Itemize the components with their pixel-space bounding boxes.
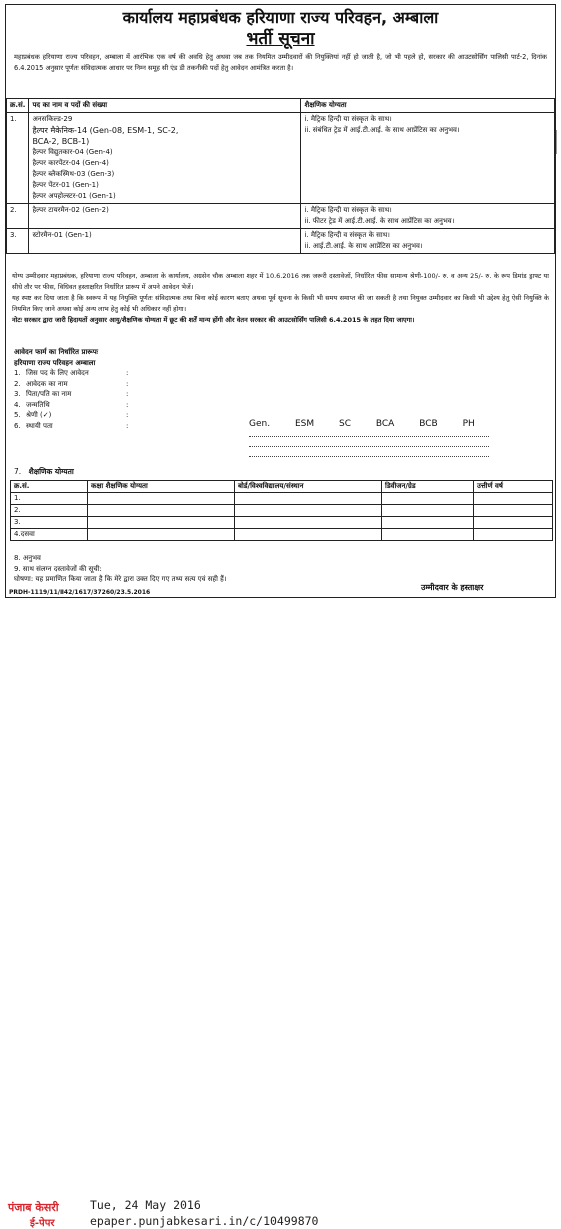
post-line: स्टोरमैन-01 (Gen-1) [32, 231, 92, 239]
page-edge [556, 130, 561, 154]
field-colon: : [126, 369, 129, 377]
post-line: हैल्पर पेंटर-01 (Gen-1) [32, 181, 99, 189]
row-posts [29, 113, 301, 204]
row-posts [29, 204, 301, 229]
epaper-footer [0, 598, 561, 1229]
epaper-link[interactable]: epaper.punjabkesari.in/c/10499870 [90, 1214, 319, 1228]
row-posts [29, 229, 301, 254]
submission-paragraph: योग्य उम्मीदवार महाप्रबंधक, हरियाणा राज्य परिवहन, अम्बाला के कार्यालय, अग्रसेन चौक अम्बाला शहर में 10.6.2016 तक जरूरी दस्तावेजों, निर्धारित फीस सामान्य श्रेणी-100/- रु. व अन्य 25/- रु. के रूप डिमांड ड्राफ्ट या सीधे तौर पर फीस, विधिवत हस्ताक्षरित निर्धारित प्रारूप में अपने आवेदन भेजें। [12, 272, 549, 291]
brand-logo[interactable]: पंजाब केसरी [8, 1201, 59, 1214]
instructions [6, 271, 555, 326]
edu-header-class: कक्षा शैक्षणिक योग्यता [88, 481, 235, 493]
form-field [14, 410, 128, 421]
header-qualification: शैक्षणिक योग्यता [301, 99, 555, 113]
education-number: 7. [14, 467, 22, 476]
field-colon: : [126, 421, 129, 430]
form-field [14, 379, 128, 390]
education-table [10, 480, 553, 541]
address-line [249, 446, 489, 447]
edu-row-sno: 3. [11, 517, 88, 529]
header-post: पद का नाम व पदों की संख्या [29, 99, 301, 113]
field-label: स्थायी पता [26, 421, 53, 430]
field-number: 1. [14, 369, 21, 377]
category-bcb: BCB [419, 419, 438, 429]
post-line: हैल्पर मैकेनिक-14 (Gen-08, ESM-1, SC-2, [32, 126, 179, 135]
note-paragraph: नोटः सरकार द्वारा जारी हिदायतों अनुसार आयु/शैक्षणिक योग्यता में छूट की शर्तें मान्य होंगी और वेतन सरकार की आउटसोर्सिंग पालिसी 6.4.2015 के तहत दिया जाएगा। [12, 316, 415, 324]
post-line: अनसकिल्ड-29 [32, 115, 73, 123]
qualification-line: ii. संबंधित ट्रेड में आई.टी.आई. के साथ आप्रेंटिस का अनुभव। [304, 126, 460, 134]
reference-number: PRDH-1119/11/Ⅱ42/1617/37260/23.5.2016 [9, 589, 151, 596]
field-number: 4. [14, 400, 21, 409]
category-gen: Gen. [249, 419, 271, 429]
row-sno: 3. [7, 229, 29, 254]
form-heading: आवेदन फार्म का निर्धारित प्रारूपः [14, 348, 99, 356]
row-sno: 1. [7, 113, 29, 204]
field-number: 3. [14, 390, 21, 398]
field-label: जन्मतिथि [26, 400, 50, 409]
address-line [249, 436, 489, 437]
form-tail [14, 553, 227, 585]
field-label: जिस पद के लिए आवेदन [26, 369, 89, 377]
form-field [14, 400, 128, 411]
field-label: श्रेणी (✓) [26, 411, 52, 419]
edu-header-year: उत्तीर्ण वर्ष [474, 481, 553, 493]
edu-row-sno: 4.दसवा [11, 529, 88, 541]
publish-date: Tue, 24 May 2016 [90, 1198, 201, 1212]
office-title: कार्यालय महाप्रबंधक हरियाणा राज्य परिवहन, अम्बाला [122, 8, 439, 27]
table-row [7, 113, 555, 204]
qualification-line: i. मैट्रिक हिन्दी या संस्कृत के साथ। [304, 115, 392, 123]
brand-logo-subtitle: ई-पेपर [30, 1218, 55, 1229]
declaration-line: घोषणा: यह प्रमाणित किया जाता है कि मेरे द्वारा उक्त दिए गए तथ्य सत्य एवं सही हैं। [14, 575, 227, 583]
form-field [14, 421, 128, 432]
row-qualification [301, 229, 555, 254]
table-row [11, 505, 553, 517]
row-qualification [301, 113, 555, 204]
address-line [249, 456, 489, 457]
qualification-line: ii. फीटर ट्रेड में आई.टी.आई. के साथ आप्रेंटिस का अनुभव। [304, 217, 455, 225]
category-sc: SC [339, 419, 351, 429]
edu-header-board: बोर्ड/विश्वविद्यालय/संस्थान [235, 481, 382, 493]
edu-header-sno: क्र.सं. [11, 481, 88, 493]
recruitment-notice [5, 4, 556, 598]
field-label: आवेदक का नाम [26, 379, 68, 388]
education-heading [14, 467, 74, 477]
field-colon: : [126, 411, 129, 419]
category-bca: BCA [375, 419, 395, 429]
table-row [7, 204, 555, 229]
field-label: पिता/पति का नाम [26, 390, 72, 398]
field-colon: : [126, 379, 129, 388]
post-line: हैल्पर विद्युतकार-04 (Gen-4) [32, 148, 113, 156]
edu-row-sno: 2. [11, 505, 88, 517]
education-header [11, 481, 553, 493]
edu-row-sno: 1. [11, 493, 88, 505]
intro-paragraph: महाप्रबंधक हरियाणा राज्य परिवहन, अम्बाला में आरंभिक एक वर्ष की अवधि हेतु अथवा जब तक नियमित उम्मीदवारों की नियुक्तियां नहीं हो जाती है, जो भी पहले हो, सरकार की आउटसोर्सिंग पालिसी पार्ट-2, दिनांक 6.4.2015 अनुसार पूर्णतः संविदात्मक आधार पर निम्न समूह सी एंड डी तकनीकी पदों हेतु आवेदन आमंत्रित करता है। [14, 53, 547, 72]
posts-table-header [7, 99, 555, 113]
form-addressee: हरियाणा राज्य परिवहन अम्बाला [14, 358, 96, 367]
field-colon: : [126, 390, 129, 398]
category-esm: ESM [294, 419, 315, 429]
form-field [14, 368, 128, 379]
table-row [11, 529, 553, 541]
experience-line: 8. अनुभव [14, 554, 41, 562]
notice-heading: भर्ती सूचना [246, 29, 315, 49]
terms-paragraph: यह स्पष्ट कर दिया जाता है कि स्वरूप में यह नियुक्ति पूर्णतः संविदात्मक तथा बिना कोई कारण बताए अथवा पूर्व सूचना के किसी भी समय समाप्त की जा सकती है तथा नियुक्त उम्मीदवार का किसी भी उद्देश्य हेतु ऐसी नियुक्ति के नियमित किए जाने अथवा कोई अन्य लाभ हेतु कोई भी अधिकार नहीं होगा। [12, 294, 549, 313]
post-line: हैल्पर अपहोल्स्टर-01 (Gen-1) [32, 192, 116, 200]
form-field [14, 389, 128, 400]
category-options [249, 419, 497, 429]
post-line: BCA-2, BCB-1) [32, 137, 90, 146]
application-form [14, 347, 128, 431]
category-ph: PH [462, 419, 475, 429]
table-row [11, 517, 553, 529]
header-sno: क्र.सं. [7, 99, 29, 113]
table-row [11, 493, 553, 505]
post-line: हैल्पर ब्लैकस्मिथ-03 (Gen-3) [32, 170, 115, 178]
row-qualification [301, 204, 555, 229]
qualification-line: i. मैट्रिक हिन्दी व संस्कृत के साथ। [304, 231, 390, 239]
row-sno: 2. [7, 204, 29, 229]
field-colon: : [126, 400, 129, 409]
field-number: 2. [14, 379, 21, 388]
post-line: हैल्पर कारपेंटर-04 (Gen-4) [32, 159, 109, 167]
qualification-line: i. मैट्रिक हिन्दी या संस्कृत के साथ। [304, 206, 392, 214]
education-label: शैक्षणिक योग्यता [28, 467, 74, 476]
documents-line: 9. साथ संलग्न दस्तावेजों की सूची: [14, 564, 102, 573]
field-number: 6. [14, 421, 21, 430]
field-number: 5. [14, 411, 21, 419]
signature-label: उम्मीदवार के हस्ताक्षर [421, 583, 484, 592]
qualification-line: ii. आई.टी.आई. के साथ आप्रेंटिस का अनुभव। [304, 242, 423, 250]
post-line: हैल्पर टायरमैन-02 (Gen-2) [32, 206, 109, 214]
posts-table [6, 98, 555, 254]
table-row [7, 229, 555, 254]
edu-header-division: डिवीजन/ग्रेड [382, 481, 474, 493]
